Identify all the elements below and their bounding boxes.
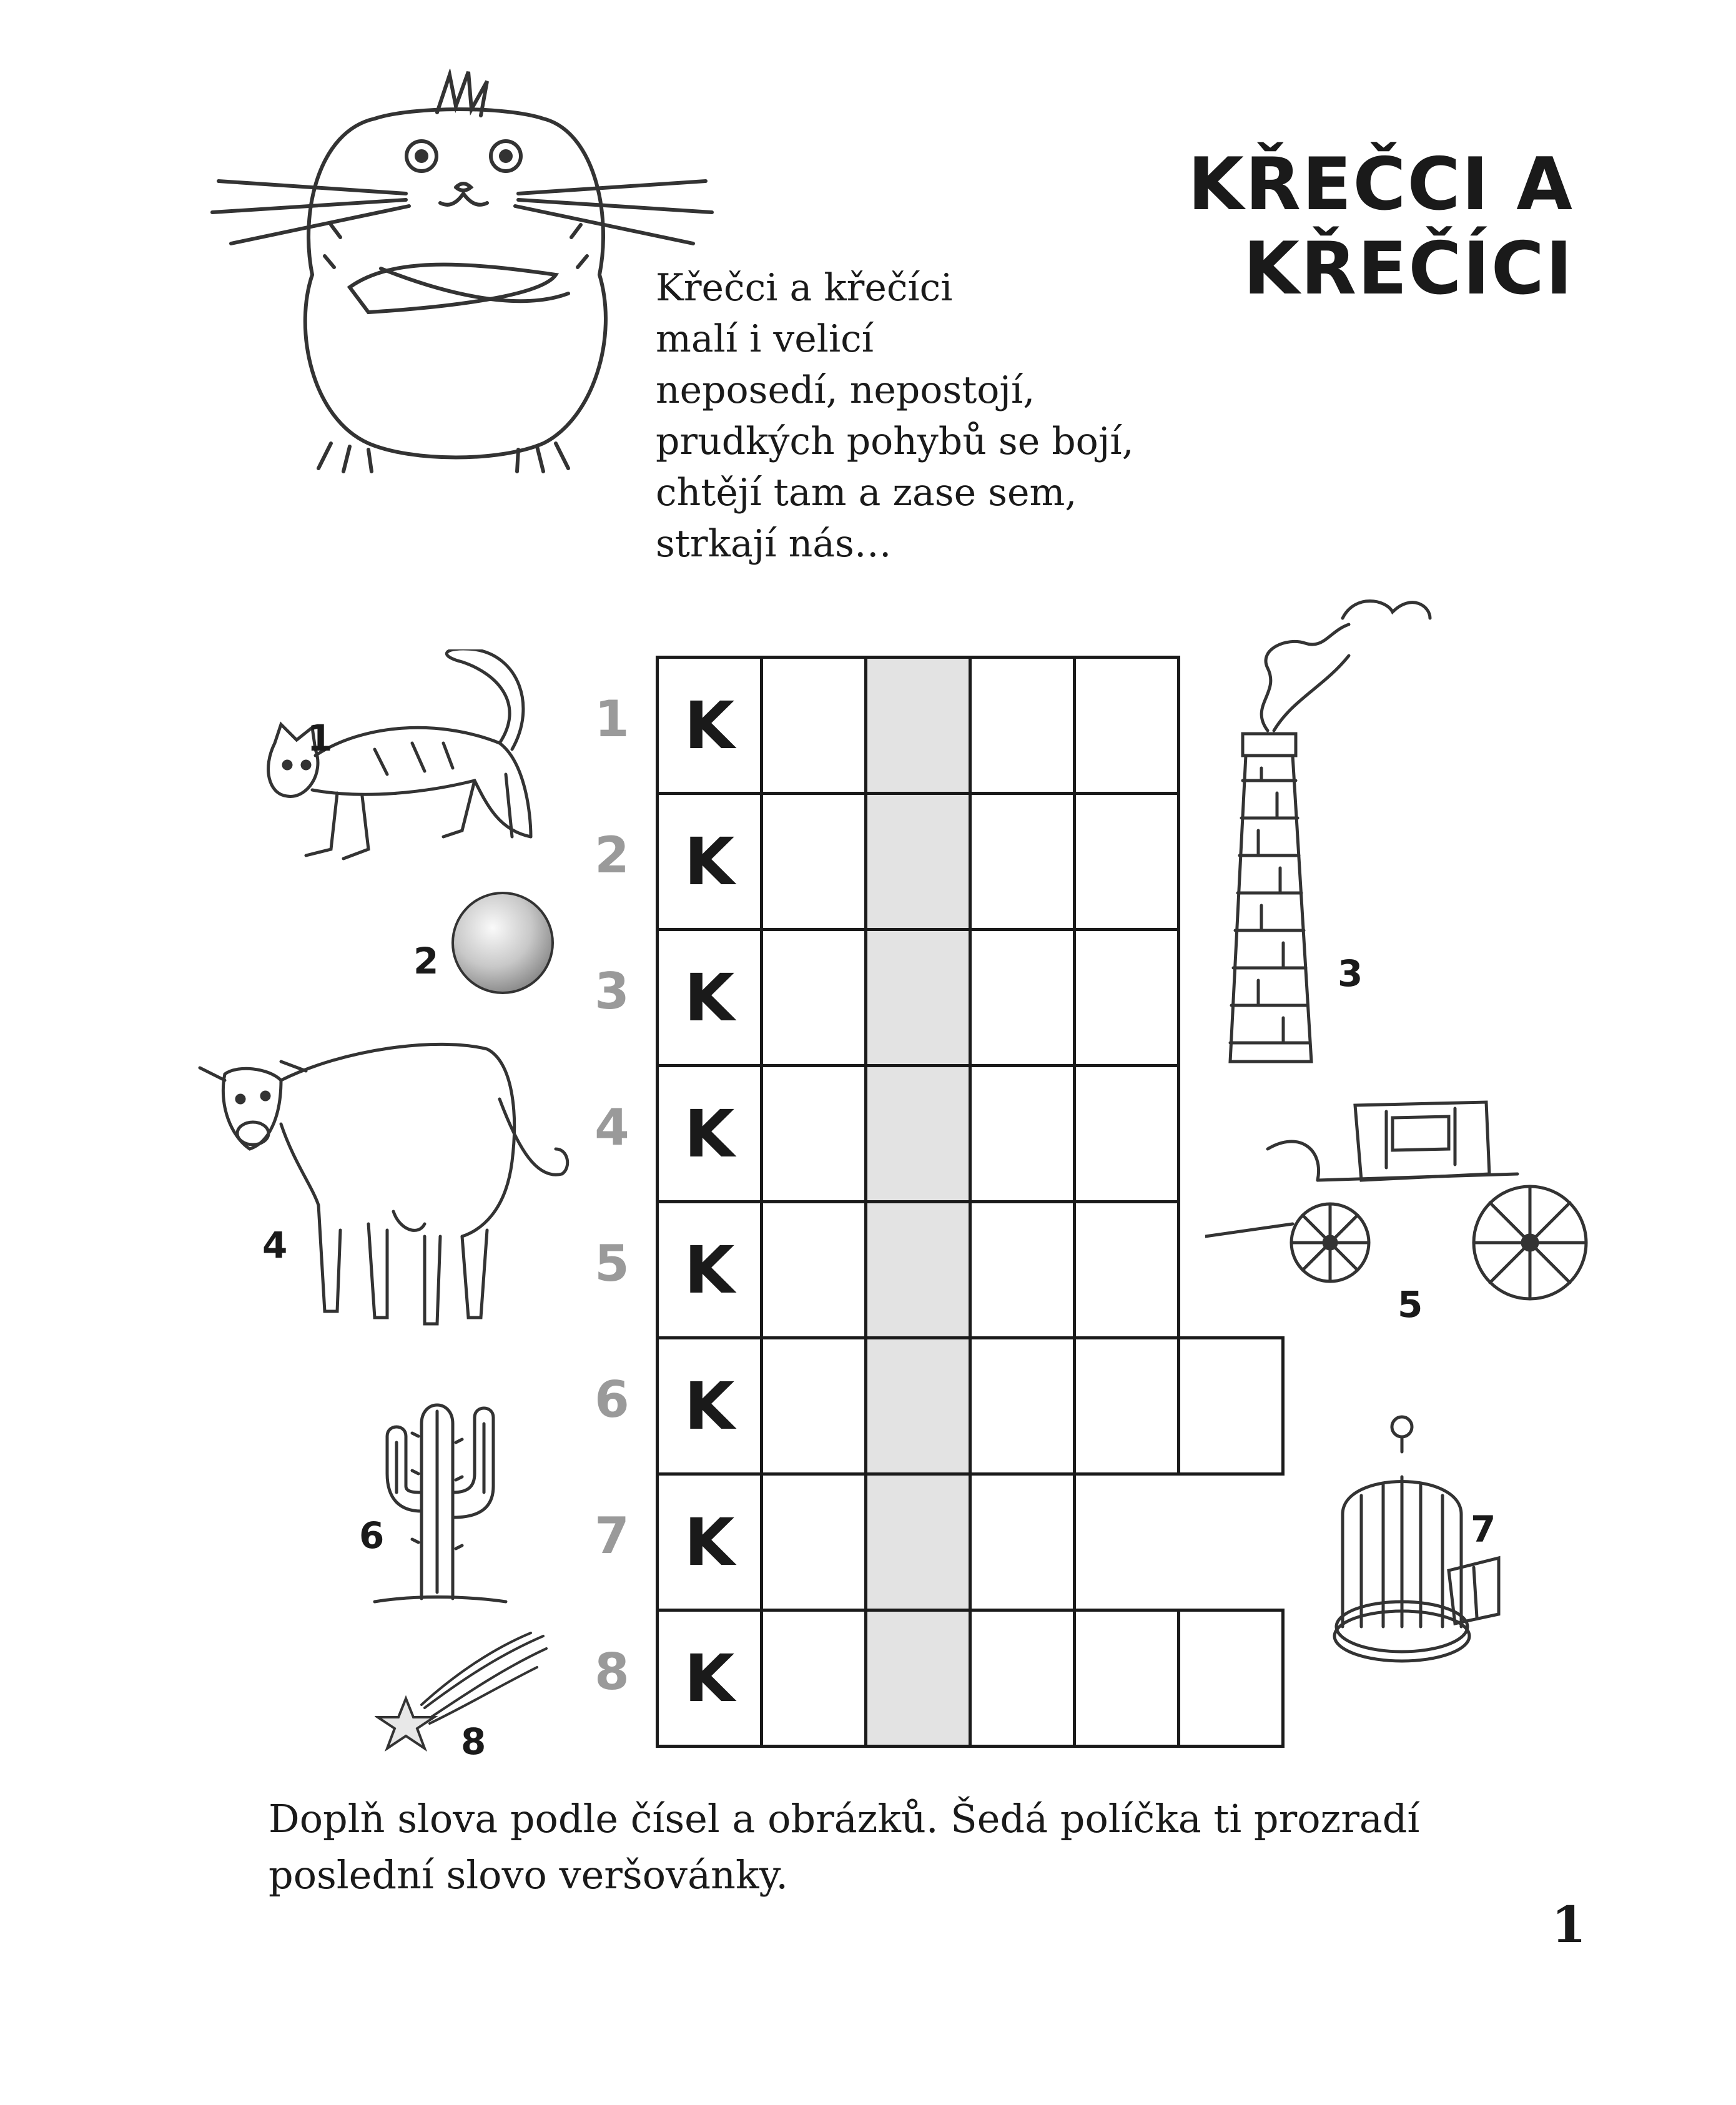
picture-number-carriage: 5 [1398,1283,1423,1326]
ball-illustration [450,890,556,996]
crossword-cell[interactable] [656,1472,763,1612]
crossword-cell[interactable] [1073,928,1180,1067]
crossword-cell-shaded[interactable] [864,1472,972,1612]
crossword-cell[interactable] [760,792,867,931]
crossword-cell[interactable] [1073,1200,1180,1339]
poem-line: malí i velicí [656,317,874,361]
crossword-cell[interactable] [1177,1609,1285,1748]
crossword-cell[interactable] [656,1200,763,1339]
crossword-cell[interactable] [760,1064,867,1203]
row-number: 6 [594,1371,629,1429]
picture-number-cage: 7 [1471,1508,1496,1550]
first-letter: K [684,823,735,900]
crossword-cell[interactable] [969,792,1076,931]
crossword-cell[interactable] [760,656,867,795]
first-letter: K [684,687,735,764]
crossword-cell[interactable] [760,928,867,1067]
crossword-cell[interactable] [656,656,763,795]
row-number: 4 [594,1098,629,1156]
crossword-cell[interactable] [760,1336,867,1476]
hamster-illustration [206,69,718,475]
crossword-cell[interactable] [969,1472,1076,1612]
crossword-cell[interactable] [1073,792,1180,931]
poem-line: chtějí tam a zase sem, [656,471,1077,515]
poem-line: neposedí, nepostojí, [656,368,1035,412]
row-number: 5 [594,1235,629,1293]
poem-line: Křečci a křečíci [656,266,953,310]
poem-line: prudkých pohybů se bojí, [656,420,1134,463]
crossword-cell-shaded[interactable] [864,656,972,795]
crossword-cell-shaded[interactable] [864,1064,972,1203]
first-letter: K [684,1504,735,1580]
cow-illustration [187,1024,575,1343]
crossword-cell[interactable] [760,1472,867,1612]
crossword-cell[interactable] [760,1609,867,1748]
picture-number-comet: 8 [461,1720,486,1763]
cat-illustration [237,649,550,887]
first-letter: K [684,1095,735,1172]
crossword-cell[interactable] [1073,1064,1180,1203]
picture-number-ball: 2 [413,940,439,982]
page-title: KŘEČCI A KŘEČÍCI [1187,142,1574,311]
chimney-illustration [1224,581,1461,1068]
crossword-cell[interactable] [1177,1336,1285,1476]
row-number: 2 [594,826,629,884]
crossword-cell[interactable] [969,1200,1076,1339]
crossword-cell-shaded[interactable] [864,1609,972,1748]
first-letter: K [684,1231,735,1308]
first-letter: K [684,1640,735,1717]
crossword-cell[interactable] [969,928,1076,1067]
crossword-cell[interactable] [969,656,1076,795]
crossword-cell[interactable] [969,1609,1076,1748]
crossword-cell-shaded[interactable] [864,1336,972,1476]
crossword-cell[interactable] [969,1064,1076,1203]
instructions: Doplň slova podle čísel a obrázků. Šedá políčka ti prozradí poslední slovo veršovánky. [269,1796,1420,1898]
crossword-cell[interactable] [656,928,763,1067]
picture-number-cow: 4 [262,1224,288,1266]
picture-number-cat: 1 [307,717,333,759]
row-number: 3 [594,962,629,1020]
poem [656,262,1134,569]
picture-number-chimney: 3 [1338,952,1363,995]
crossword-cell[interactable] [1073,1609,1180,1748]
row-number: 1 [594,690,629,748]
row-number: 8 [594,1643,629,1701]
crossword-cell-shaded[interactable] [864,1200,972,1339]
crossword-cell-shaded[interactable] [864,792,972,931]
carriage-illustration [1205,1093,1605,1311]
crossword-cell[interactable] [656,1064,763,1203]
crossword-cell[interactable] [656,1609,763,1748]
first-letter: K [684,1368,735,1444]
crossword-cell[interactable] [969,1336,1076,1476]
crossword-cell[interactable] [1073,1336,1180,1476]
picture-number-cactus: 6 [359,1514,385,1557]
page-number: 1 [1551,1895,1586,1954]
crossword-cell[interactable] [1073,656,1180,795]
crossword-cell[interactable] [656,792,763,931]
crossword-cell[interactable] [656,1336,763,1476]
first-letter: K [684,959,735,1036]
crossword-cell-shaded[interactable] [864,928,972,1067]
crossword-cell[interactable] [760,1200,867,1339]
row-number: 7 [594,1507,629,1565]
cactus-illustration [362,1386,512,1611]
poem-line: strkají nás… [656,522,892,566]
